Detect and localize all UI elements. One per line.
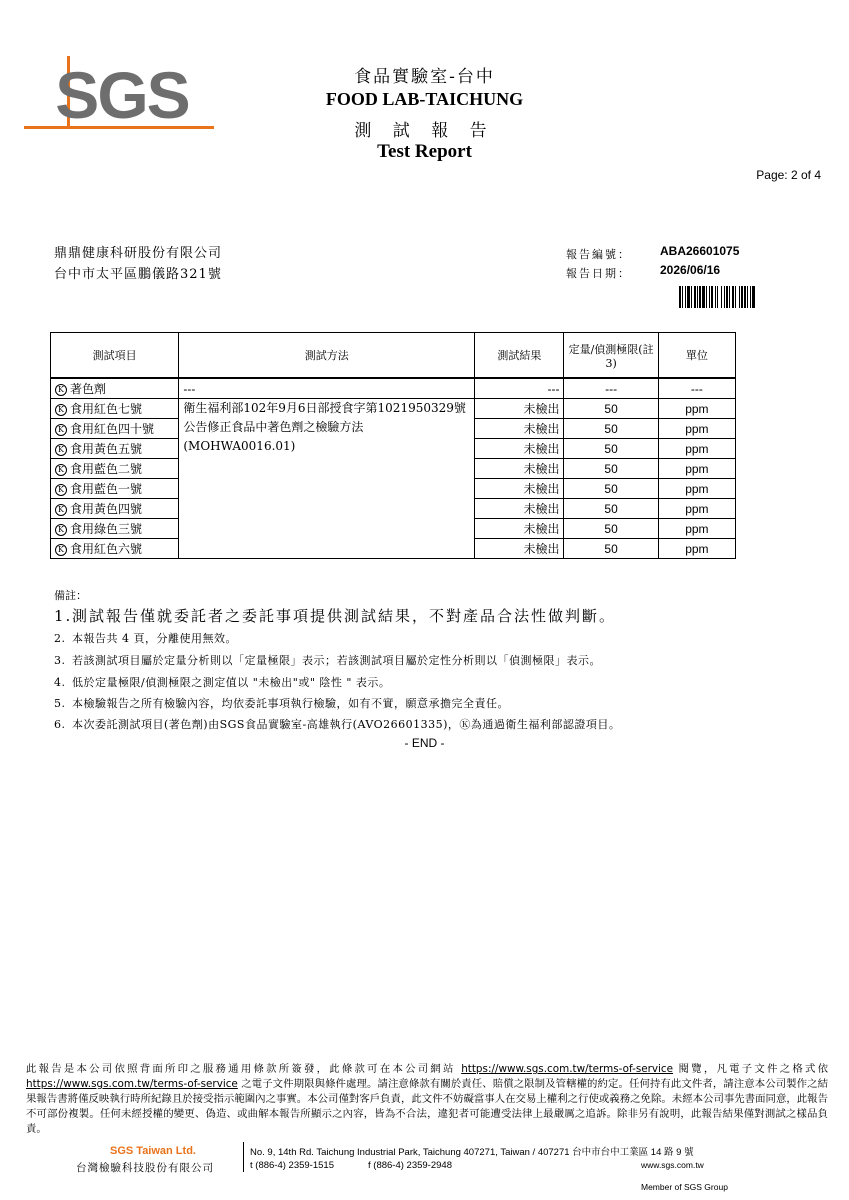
note-item: 3. 若該測試項目屬於定量分析則以「定量極限」表示；若該測試項目屬於定性分析則以「偵測極限」表示。 [54, 654, 601, 667]
test-item: 食用紅色七號 [70, 402, 143, 416]
barcode-bar [687, 286, 690, 308]
report-number: ABA26601075 [660, 244, 740, 258]
test-limit: 50 [564, 439, 658, 459]
group-unit: --- [658, 378, 735, 399]
test-item: 食用黃色四號 [70, 502, 143, 516]
client-name: 鼎鼎健康科研股份有限公司 [54, 246, 223, 261]
barcode-bar [747, 286, 748, 308]
barcode-bar [694, 286, 696, 308]
barcode-bar [691, 286, 692, 308]
doc-title-en: Test Report [377, 141, 472, 162]
doc-title-zh: 測 試 報 告 [354, 121, 495, 141]
end-marker: - END - [404, 736, 445, 750]
accredited-mark-icon: K [55, 544, 67, 556]
test-result: 未檢出 [475, 459, 564, 479]
test-item: 食用黃色五號 [70, 442, 143, 456]
header-unit: 單位 [658, 333, 735, 379]
test-limit: 50 [564, 479, 658, 499]
barcode-bar [726, 286, 728, 308]
terms-link[interactable]: https://www.sgs.com.tw/terms-of-service [26, 1078, 238, 1090]
barcode-bar [741, 286, 743, 308]
barcode-bar [752, 286, 755, 308]
barcode-bar [682, 286, 683, 308]
header-limit: 定量/偵測極限(註3) [564, 333, 658, 379]
logo-text: SGS [55, 58, 189, 132]
test-limit: 50 [564, 539, 658, 559]
footer-company-zh: 台灣檢驗科技股份有限公司 [76, 1162, 214, 1174]
test-item: 食用綠色三號 [70, 522, 143, 536]
barcode-bar [679, 286, 681, 308]
barcode-bar [685, 286, 686, 308]
barcode-bar [729, 286, 730, 308]
header-result: 測試結果 [475, 333, 564, 379]
test-result: 未檢出 [475, 539, 564, 559]
note-item: 5. 本檢驗報告之所有檢驗內容，均依委託事項執行檢驗，如有不實，願意承擔完全責任。 [54, 697, 509, 710]
barcode-bar [711, 286, 713, 308]
accredited-mark-icon: K [55, 504, 67, 516]
test-unit: ppm [658, 539, 735, 559]
accredited-mark-icon: K [55, 444, 67, 456]
footer-member: Member of SGS Group [641, 1182, 728, 1192]
test-item: 食用藍色一號 [70, 482, 143, 496]
barcode-bar [744, 286, 746, 308]
table-header-row [51, 333, 736, 379]
test-unit: ppm [658, 419, 735, 439]
lab-name-en: FOOD LAB-TAICHUNG [325, 89, 524, 109]
barcode-bar [732, 286, 734, 308]
client-address: 台中市太平區鵬儀路321號 [54, 267, 222, 282]
barcode-bar [702, 286, 705, 308]
barcode-bar [739, 286, 740, 308]
test-limit: 50 [564, 399, 658, 419]
table-row-group [51, 378, 736, 399]
test-limit: 50 [564, 519, 658, 539]
test-method: 衛生福利部102年9月6日部授食字第1021950329號公告修正食品中著色劑之檢驗方法(MOHWA0016.01) [179, 399, 475, 559]
accredited-mark-icon: K [55, 404, 67, 416]
test-unit: ppm [658, 459, 735, 479]
accredited-mark-icon: K [55, 424, 67, 436]
test-result: 未檢出 [475, 439, 564, 459]
test-unit: ppm [658, 439, 735, 459]
table-row [51, 399, 736, 419]
accredited-mark-icon: K [55, 464, 67, 476]
notes-label: 備註： [54, 589, 87, 602]
barcode-bar [697, 286, 698, 308]
test-unit: ppm [658, 519, 735, 539]
accredited-mark-icon: K [55, 484, 67, 496]
footer-company-en: SGS Taiwan Ltd. [110, 1145, 196, 1157]
results-table [50, 332, 736, 559]
test-limit: 50 [564, 499, 658, 519]
group-result: --- [475, 378, 564, 399]
lab-name-zh: 食品實驗室-台中 [354, 67, 495, 87]
report-date: 2026/06/16 [660, 263, 721, 277]
barcode-bar [721, 286, 722, 308]
header-item: 測試項目 [51, 333, 179, 379]
accredited-mark-icon: K [55, 524, 67, 536]
footer-website[interactable]: www.sgs.com.tw [641, 1160, 704, 1170]
test-result: 未檢出 [475, 399, 564, 419]
barcode-bar [706, 286, 707, 308]
report-number-label: 報告編號： [566, 248, 631, 261]
barcode [679, 286, 799, 308]
test-result: 未檢出 [475, 419, 564, 439]
group-limit: --- [564, 378, 658, 399]
note-item: 2. 本報告共 4 頁，分離使用無效。 [54, 632, 237, 645]
note-item: 4. 低於定量極限/偵測極限之測定值以 "未檢出"或" 陰性 " 表示。 [54, 676, 391, 689]
test-item: 食用紅色四十號 [70, 422, 155, 436]
test-result: 未檢出 [475, 479, 564, 499]
test-result: 未檢出 [475, 499, 564, 519]
footer-divider [243, 1142, 244, 1172]
footer-phone: t (886-4) 2359-1515 [250, 1160, 334, 1171]
barcode-bar [750, 286, 751, 308]
barcode-bar [709, 286, 710, 308]
barcode-bar [724, 286, 725, 308]
test-limit: 50 [564, 419, 658, 439]
barcode-bar [735, 286, 736, 308]
barcode-bar [699, 286, 701, 308]
test-unit: ppm [658, 399, 735, 419]
note-item: 6. 本次委託測試項目(著色劑)由SGS食品實驗室-高雄執行(AVO26601335)，Ⓚ為通過衛生福利部認證項目。 [54, 718, 621, 731]
test-limit: 50 [564, 459, 658, 479]
test-result: 未檢出 [475, 519, 564, 539]
barcode-bar [717, 286, 718, 308]
note-item: 1.測試報告僅就委託者之委託事項提供測試結果，不對產品合法性做判斷。 [54, 607, 617, 625]
page-number: Page: 2 of 4 [756, 168, 821, 182]
test-item: 食用紅色六號 [70, 542, 143, 556]
disclaimer: 此報告是本公司依照背面所印之服務通用條款所簽發，此條款可在本公司網站 https://www.sgs.com.tw/terms-of-service 閱覽，凡電子文件之格式依 https://www.sgs.com.tw/terms-of-service 之電子文件期限與條件處理。請注意條款有關於責任、賠償之限制及管轄權的約定。任何持有此文件者，請注意本公司製作之結果報告書將僅反映執行時所紀錄且於接受指示範圍內之事實。本公司僅對客戶負責，此文件不妨礙當事人在交易上權利之行使或義務之免除。未經本公司事先書面同意，此報告不可部份複製。任何未經授權的變更、偽造、或曲解本報告所顯示之內容，皆為不合法，違犯者可能遭受法律上最嚴厲之追訴。除非另有說明，此報告結果僅對測試之樣品負責。 [26, 1063, 829, 1135]
group-item: 著色劑 [70, 382, 107, 396]
test-unit: ppm [658, 479, 735, 499]
accredited-mark-icon: K [55, 384, 67, 396]
header-method: 測試方法 [179, 333, 475, 379]
footer-address: No. 9, 14th Rd. Taichung Industrial Park, Taichung 407271, Taiwan / 407271 台中市台中工業區 14 路 9 號 [250, 1147, 694, 1158]
test-item: 食用藍色二號 [70, 462, 143, 476]
barcode-bar [715, 286, 716, 308]
test-unit: ppm [658, 499, 735, 519]
report-date-label: 報告日期： [566, 267, 631, 280]
group-method: --- [179, 378, 475, 399]
terms-link[interactable]: https://www.sgs.com.tw/terms-of-service [461, 1063, 674, 1075]
footer-fax: f (886-4) 2359-2948 [368, 1160, 452, 1171]
